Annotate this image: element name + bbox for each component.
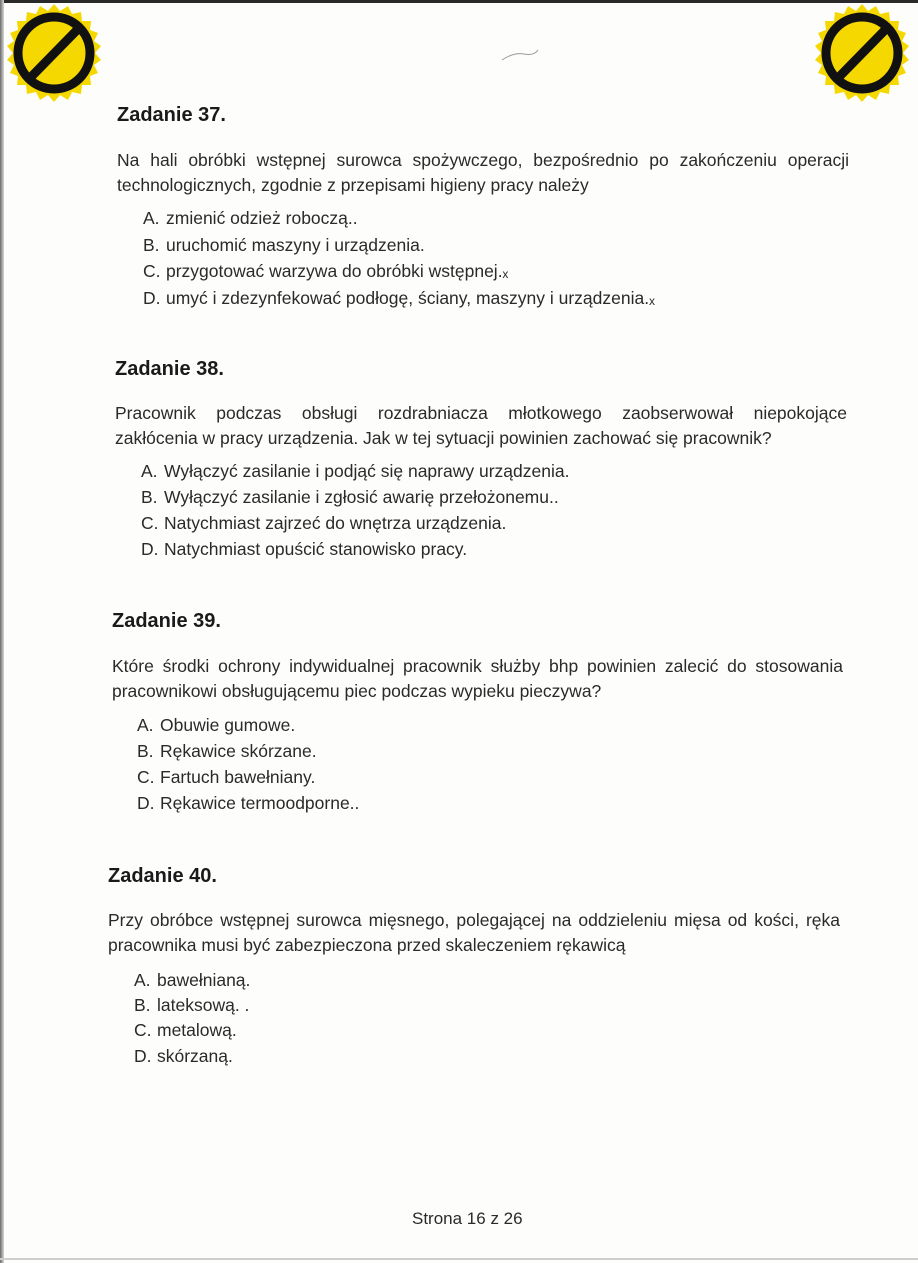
- option-text: uruchomić maszyny i urządzenia.: [166, 235, 425, 255]
- option-text: umyć i zdezynfekować podłogę, ściany, maszyny i urządzenia.ₓ: [166, 288, 655, 308]
- task-question: [117, 148, 849, 198]
- option-text: Obuwie gumowe.: [160, 715, 296, 735]
- option-text: Wyłączyć zasilanie i podjąć się naprawy urządzenia.: [164, 461, 570, 481]
- option-letter: D.: [141, 539, 159, 559]
- task-title: Zadanie 38.: [115, 358, 224, 380]
- question-line: Które środki ochrony indywidualnej pracownik służby bhp powinien zalecić do stosowania: [112, 656, 843, 676]
- option-letter: C.: [137, 767, 155, 787]
- answer-option-c[interactable]: [137, 767, 315, 788]
- prohibited-icon: [810, 2, 914, 106]
- answer-option-a[interactable]: [134, 970, 250, 991]
- option-text: metalową.: [157, 1020, 237, 1040]
- question-line: zakłócenia w pracy urządzenia. Jak w tej sytuacji powinien zachować się pracownik?: [115, 428, 772, 448]
- scan-left-edge: [0, 0, 4, 1263]
- option-text: Rękawice skórzane.: [160, 741, 317, 761]
- scan-bottom-edge: [0, 1258, 918, 1260]
- option-text: przygotować warzywa do obróbki wstępnej.ₓ: [166, 261, 509, 281]
- answer-option-b[interactable]: [141, 487, 559, 508]
- task-question: [112, 654, 843, 704]
- option-text: skórzaną.: [157, 1046, 233, 1066]
- task-question: [108, 908, 840, 958]
- task-title: Zadanie 37.: [117, 104, 226, 126]
- option-text: Wyłączyć zasilanie i zgłosić awarię przełożonemu..: [164, 487, 559, 507]
- answer-option-b[interactable]: [134, 995, 249, 1016]
- option-text: Rękawice termoodporne..: [160, 793, 360, 813]
- question-line: Pracownik podczas obsługi rozdrabniacza młotkowego zaobserwował niepokojące: [115, 403, 847, 423]
- option-letter: A.: [143, 208, 160, 228]
- scan-top-edge: [0, 0, 918, 3]
- option-letter: A.: [134, 970, 151, 990]
- option-text: Fartuch bawełniany.: [160, 767, 316, 787]
- option-text: lateksową. .: [157, 995, 250, 1015]
- question-line: pracownika musi być zabezpieczona przed skaleczeniem rękawicą: [108, 935, 626, 955]
- pen-mark: [500, 48, 540, 62]
- answer-option-d[interactable]: [137, 793, 359, 814]
- answer-option-c[interactable]: [134, 1020, 237, 1041]
- option-letter: C.: [134, 1020, 152, 1040]
- option-text: Natychmiast zajrzeć do wnętrza urządzenia.: [164, 513, 507, 533]
- option-letter: A.: [137, 715, 154, 735]
- option-letter: B.: [143, 235, 160, 255]
- question-line: technologicznych, zgodnie z przepisami higieny pracy należy: [117, 175, 589, 195]
- option-letter: C.: [141, 513, 159, 533]
- task-title: Zadanie 39.: [112, 610, 221, 632]
- answer-option-b[interactable]: [137, 741, 317, 762]
- answer-option-a[interactable]: [141, 461, 569, 482]
- option-letter: D.: [134, 1046, 152, 1066]
- option-letter: D.: [143, 288, 161, 308]
- option-letter: B.: [134, 995, 151, 1015]
- option-letter: B.: [141, 487, 158, 507]
- answer-option-c[interactable]: [141, 513, 506, 534]
- answer-option-a[interactable]: [137, 715, 295, 736]
- question-line: Na hali obróbki wstępnej surowca spożywczego, bezpośrednio po zakończeniu operacji: [117, 150, 849, 170]
- answer-option-d[interactable]: [134, 1046, 233, 1067]
- answer-option-d[interactable]: [141, 539, 467, 560]
- answer-option-a[interactable]: [143, 208, 358, 229]
- option-text: Natychmiast opuścić stanowisko pracy.: [164, 539, 468, 559]
- option-text: zmienić odzież roboczą..: [166, 208, 358, 228]
- answer-option-d[interactable]: [143, 288, 655, 309]
- option-letter: C.: [143, 261, 161, 281]
- task-title: Zadanie 40.: [108, 865, 217, 887]
- prohibited-icon: [2, 2, 106, 106]
- question-line: Przy obróbce wstępnej surowca mięsnego, polegającej na oddzieleniu mięsa od kości, ręka: [108, 910, 840, 930]
- option-text: bawełnianą.: [157, 970, 251, 990]
- question-line: pracownikowi obsługującemu piec podczas wypieku pieczywa?: [112, 681, 602, 701]
- option-letter: A.: [141, 461, 158, 481]
- page-number: Strona 16 z 26: [412, 1209, 523, 1228]
- answer-option-b[interactable]: [143, 235, 425, 256]
- task-question: [115, 401, 847, 451]
- option-letter: B.: [137, 741, 154, 761]
- option-letter: D.: [137, 793, 155, 813]
- answer-option-c[interactable]: [143, 261, 508, 282]
